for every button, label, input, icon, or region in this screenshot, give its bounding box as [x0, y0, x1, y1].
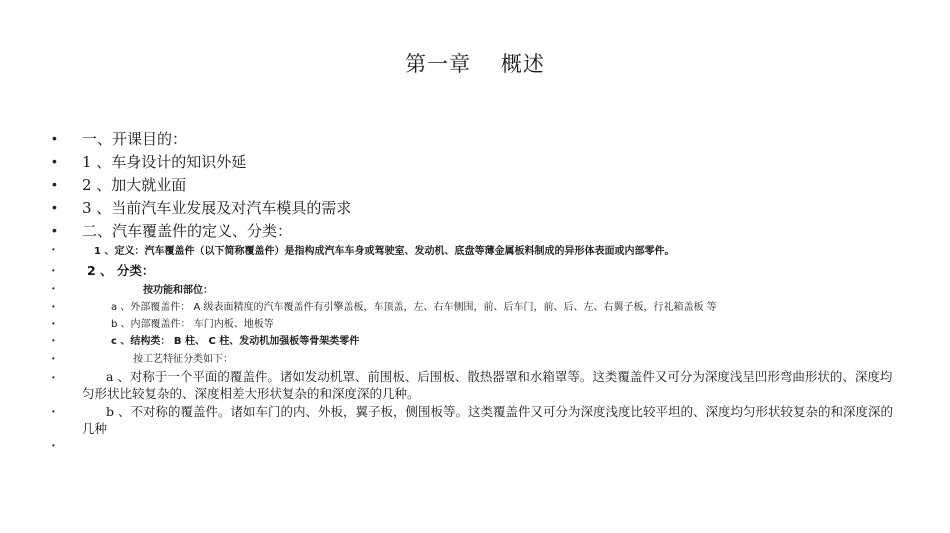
- bullet-icon: •: [52, 336, 55, 345]
- list-item: 2 、 分类：: [87, 263, 155, 278]
- paragraph-text: a 、对称于一个平面的覆盖件。诸如发动机罩、前围板、后围板、散热器罩和水箱罩等。这类覆盖件又可分为深度浅呈凹形弯曲形状的、深度均匀形状比较复杂的、深度相差大形状复杂的和深度深的几种。: [82, 369, 893, 401]
- bullet-icon: •: [52, 302, 55, 311]
- list-item: 一、开课目的：: [82, 130, 188, 148]
- bullet-icon: •: [52, 176, 57, 192]
- list-item: a 、外部覆盖件： A 级表面精度的汽车覆盖件有引擎盖板，车顶盖，左、右车侧围，前、后车门，前、后、左、右翼子板，行礼箱盖板 等: [111, 302, 717, 313]
- bullet-icon: •: [52, 222, 57, 238]
- list-item: b 、内部覆盖件： 车门内板、地板等: [111, 319, 274, 330]
- list-item: 2 、加大就业面: [82, 176, 187, 194]
- bullet-icon: •: [52, 199, 57, 215]
- bullet-icon: •: [52, 284, 55, 293]
- paragraph-text: b 、不对称的覆盖件。诸如车门的内、外板，翼子板，侧围板等。这类覆盖件又可分为深度浅度比较平坦的、深度均匀形状较复杂的和深度深的几种: [82, 404, 893, 436]
- list-item: 1 、车身设计的知识外延: [82, 153, 247, 171]
- list-item: 按功能和部位：: [143, 285, 213, 296]
- bullet-icon: •: [52, 441, 55, 450]
- bullet-icon: •: [52, 407, 55, 416]
- bullet-icon: •: [52, 153, 57, 169]
- definition-item: 1 、定义：汽车覆盖件（以下简称覆盖件）是指构成汽车车身或驾驶室、发动机、底盘等薄金属板料制成的异形体表面或内部零件。: [94, 246, 675, 257]
- bullet-icon: •: [52, 373, 55, 382]
- paragraph-item: [82, 368, 897, 402]
- bullet-icon: •: [52, 319, 55, 328]
- list-item: c 、结构类： B 柱、 C 柱、发动机加强板等骨架类零件: [111, 336, 360, 347]
- bullet-icon: •: [52, 354, 55, 363]
- bullet-icon: •: [52, 130, 57, 146]
- list-item: 3 、当前汽车业发展及对汽车模具的需求: [82, 199, 352, 217]
- page-title: 第一章 概述: [405, 52, 545, 76]
- list-item: 按工艺特征分类如下：: [133, 354, 233, 365]
- bullet-icon: •: [52, 266, 55, 275]
- bullet-icon: •: [52, 245, 55, 254]
- paragraph-item: [82, 403, 897, 437]
- list-item: 二、汽车覆盖件的定义、分类：: [82, 222, 293, 240]
